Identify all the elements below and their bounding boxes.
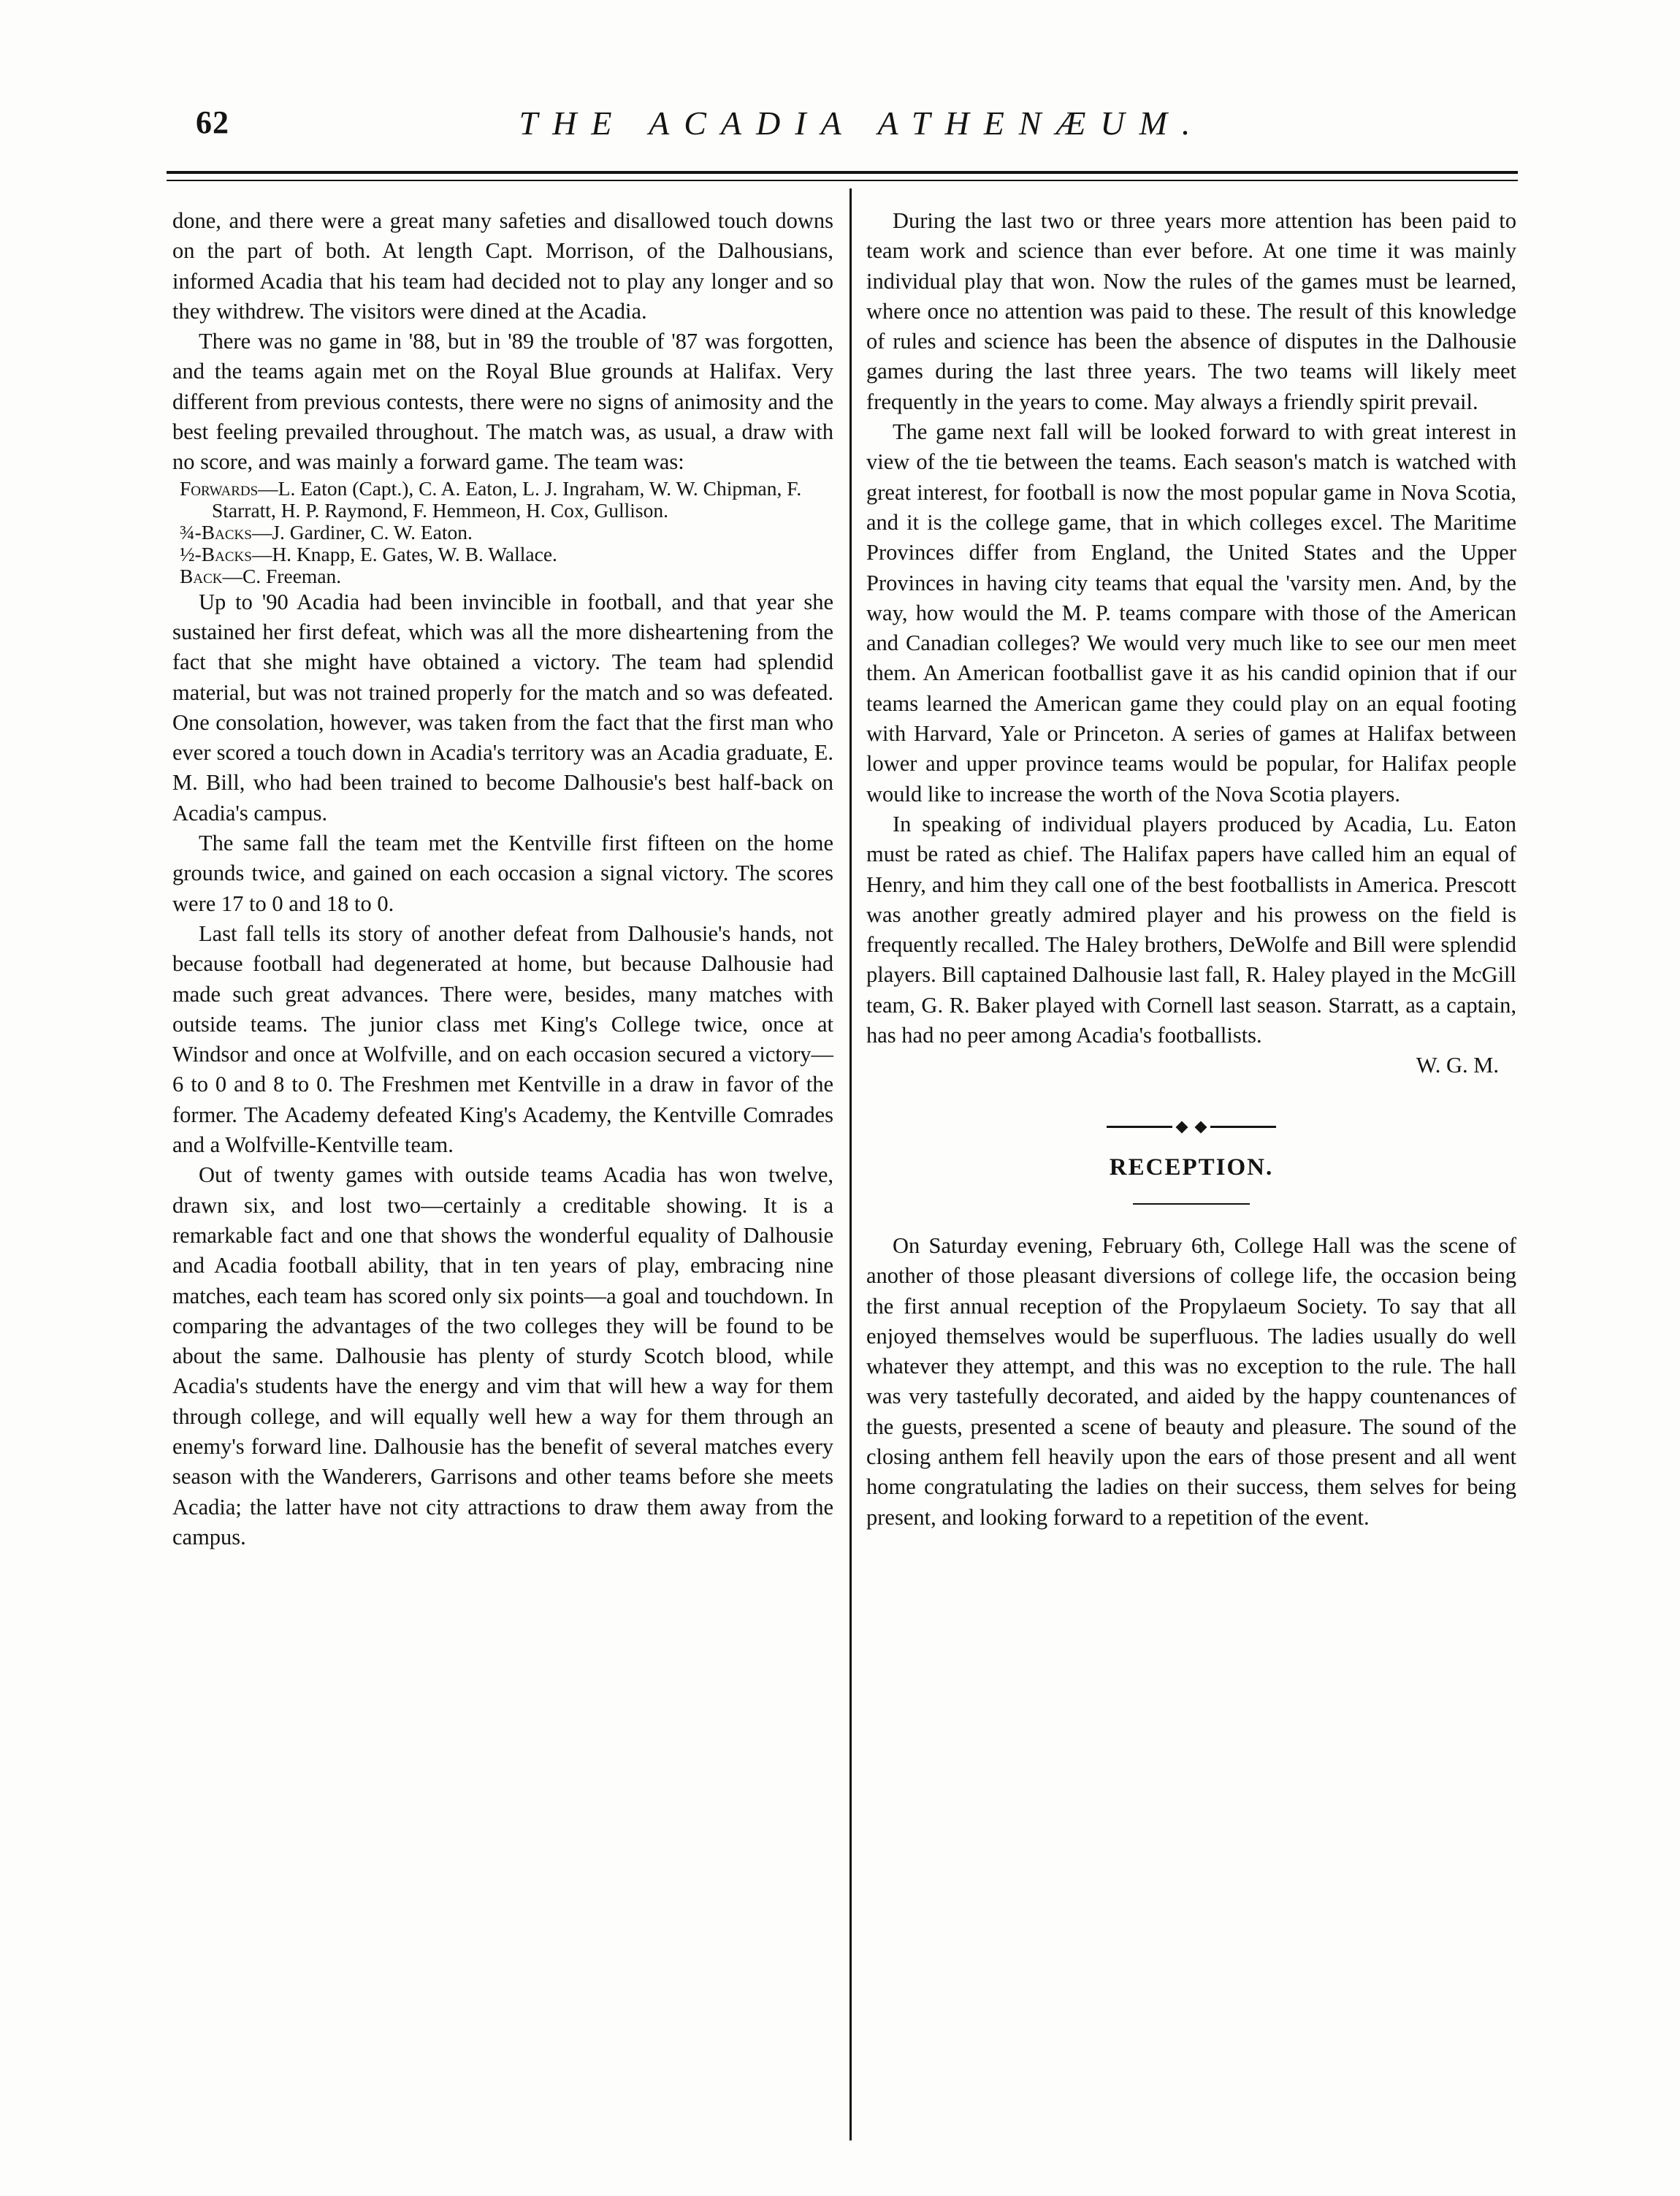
team-roster [172,478,833,587]
running-title: THE ACADIA ATHENÆUM. [519,104,1205,142]
roster-label: Forwards [180,476,259,500]
roster-back [172,565,833,587]
right-column [866,206,1516,1533]
author-signature: W. G. M. [1416,1053,1499,1078]
paragraph: During the last two or three years more attention has been paid to team work and science than ever before. At one time it was mainly individual play that won. Now the rules of the games must be learned, where once no attention was paid to these. The result of this knowledge of rules and science has been the absence of disputes in the Dalhousie games during the last three years. The two teams will likely meet frequently in the years to come. May always a friendly spirit prevail. [866,208,1516,414]
paragraph: Out of twenty games with outside teams Acadia has won twelve, drawn six, and lost two—certainly a creditable showing. It is a remarkable fact and one that shows the wonderful equality of Dalhousie and Acadia football ability, that in ten years of play, embracing nine matches, each team has scored only six points—a goal and touchdown. In comparing the advantages of the two colleges they will be found to be about the same. Dalhousie has plenty of sturdy Scotch blood, while Acadia's students have the energy and vim that will hew a way for them through college, and will equally well hew a way for them through an enemy's forward line. Dalhousie has the benefit of several matches every season with the Wanderers, Garrisons and other teams before she meets Acadia; the latter have not city attractions to draw them away from the campus. [172,1162,833,1549]
left-column [172,206,833,1552]
roster-forwards [172,478,833,522]
roster-label: Back [180,564,223,587]
roster-names: —J. Gardiner, C. W. Eaton. [251,520,473,544]
paragraph: Last fall tells its story of another defeat from Dalhousie's hands, not because football had degenerated at home, but because Dalhousie had made such great advances. There were, besides, many matches with outside teams. The junior class met King's College twice, once at Windsor and once at Wolfville, and on each occasion secured a victory—6 to 0 and 8 to 0. The Freshmen met Kentville in a draw in favor of the former. The Academy defeated King's Academy, the Kentville Comrades and a Wolfville-Kentville team. [172,920,833,1158]
section-ornament [866,1110,1516,1125]
section-title: RECEPTION. [1109,1154,1274,1181]
roster-label: ¾-Backs [180,520,252,544]
header-rule-thick [167,171,1518,174]
header-rule-thin [167,180,1518,181]
roster-quarter-backs [172,522,833,544]
paragraph: The same fall the team met the Kentville first fifteen on the home grounds twice, and gained on each occasion a signal victory. The scores were 17 to 0 and 18 to 0. [172,831,833,916]
paragraph: The game next fall will be looked forward to with great interest in view of the tie between the teams. Each season's match is watched with great interest, for football is now the most popular game in Nova Scotia, and it is the college game, that in which colleges excel. The Maritime Provinces differ from England, the United States and the Upper Provinces in having city teams that equal the 'varsity men. And, by the way, how would the M. P. teams compare with those of the American and Canadian colleges? We would very much like to see our men meet them. An American footballist gave it as his candid opinion that if our teams learned the American game they could play on an equal footing with Harvard, Yale or Princeton. A series of games at Halifax between lower and upper province teams would be popular, for Halifax people would like to increase the worth of the Nova Scotia players. [866,419,1516,807]
paragraph: Up to '90 Acadia had been invincible in football, and that year she sustained her first defeat, which was all the more disheartening from the fact that she might have obtained a victory. The team had splendid material, but was not trained properly for the match and so was defeated. One consolation, however, was taken from the fact that the first man who ever scored a touch down in Acadia's territory was an Acadia graduate, E. M. Bill, who had been trained to become Dalhousie's best half-back on Acadia's campus. [172,589,833,826]
title-underline [1133,1203,1250,1205]
paragraph: On Saturday evening, February 6th, College Hall was the scene of another of those pleasant diversions of college life, the occasion being the first annual reception of the Propylaeum Society. To say that all enjoyed themselves would be superfluous. The ladies usually do well whatever they attempt, and this was no exception to the rule. The hall was very tastefully decorated, and aided by the happy countenances of the guests, presented a scene of beauty and pleasure. The sound of the closing anthem fell heavily upon the ears of those present and all went home congratulating the ladies on their success, them selves for being present, and looking forward to a repetition of the event. [866,1232,1516,1530]
roster-half-backs [172,544,833,565]
roster-label: ½-Backs [180,542,252,565]
roster-names: —L. Eaton (Capt.), C. A. Eaton, L. J. Ingraham, W. W. Chipman, F. Starratt, H. P. Raymond, F. Hemmeon, H. Cox, Gullison. [212,476,802,522]
column-divider [849,188,852,2140]
roster-names: —H. Knapp, E. Gates, W. B. Wallace. [251,542,557,565]
paragraph: In speaking of individual players produced by Acadia, Lu. Eaton must be rated as chief. The Halifax papers have called him an equal of Henry, and him they call one of the best footballists in America. Prescott was another greatly admired player and his prowess on the field is frequently recalled. The Haley brothers, DeWolfe and Bill were splendid players. Bill captained Dalhousie last fall, R. Haley played in the McGill team, G. R. Baker played with Cornell last season. Starratt, as a captain, has had no peer among Acadia's footballists. [866,811,1516,1048]
roster-names: —C. Freeman. [222,564,342,587]
page-number: 62 [196,104,229,140]
paragraph: done, and there were a great many safeties and disallowed touch downs on the part of both. At length Capt. Morrison, of the Dalhousians, informed Acadia that his team had decided not to play any longer and so they withdrew. The visitors were dined at the Acadia. [172,208,833,324]
paragraph: There was no game in '88, but in '89 the trouble of '87 was forgotten, and the teams again met on the Royal Blue grounds at Halifax. Very different from previous contests, there were no signs of animosity and the best feeling prevailed throughout. The match was, as usual, a draw with no score, and was mainly a forward game. The team was: [172,329,833,475]
